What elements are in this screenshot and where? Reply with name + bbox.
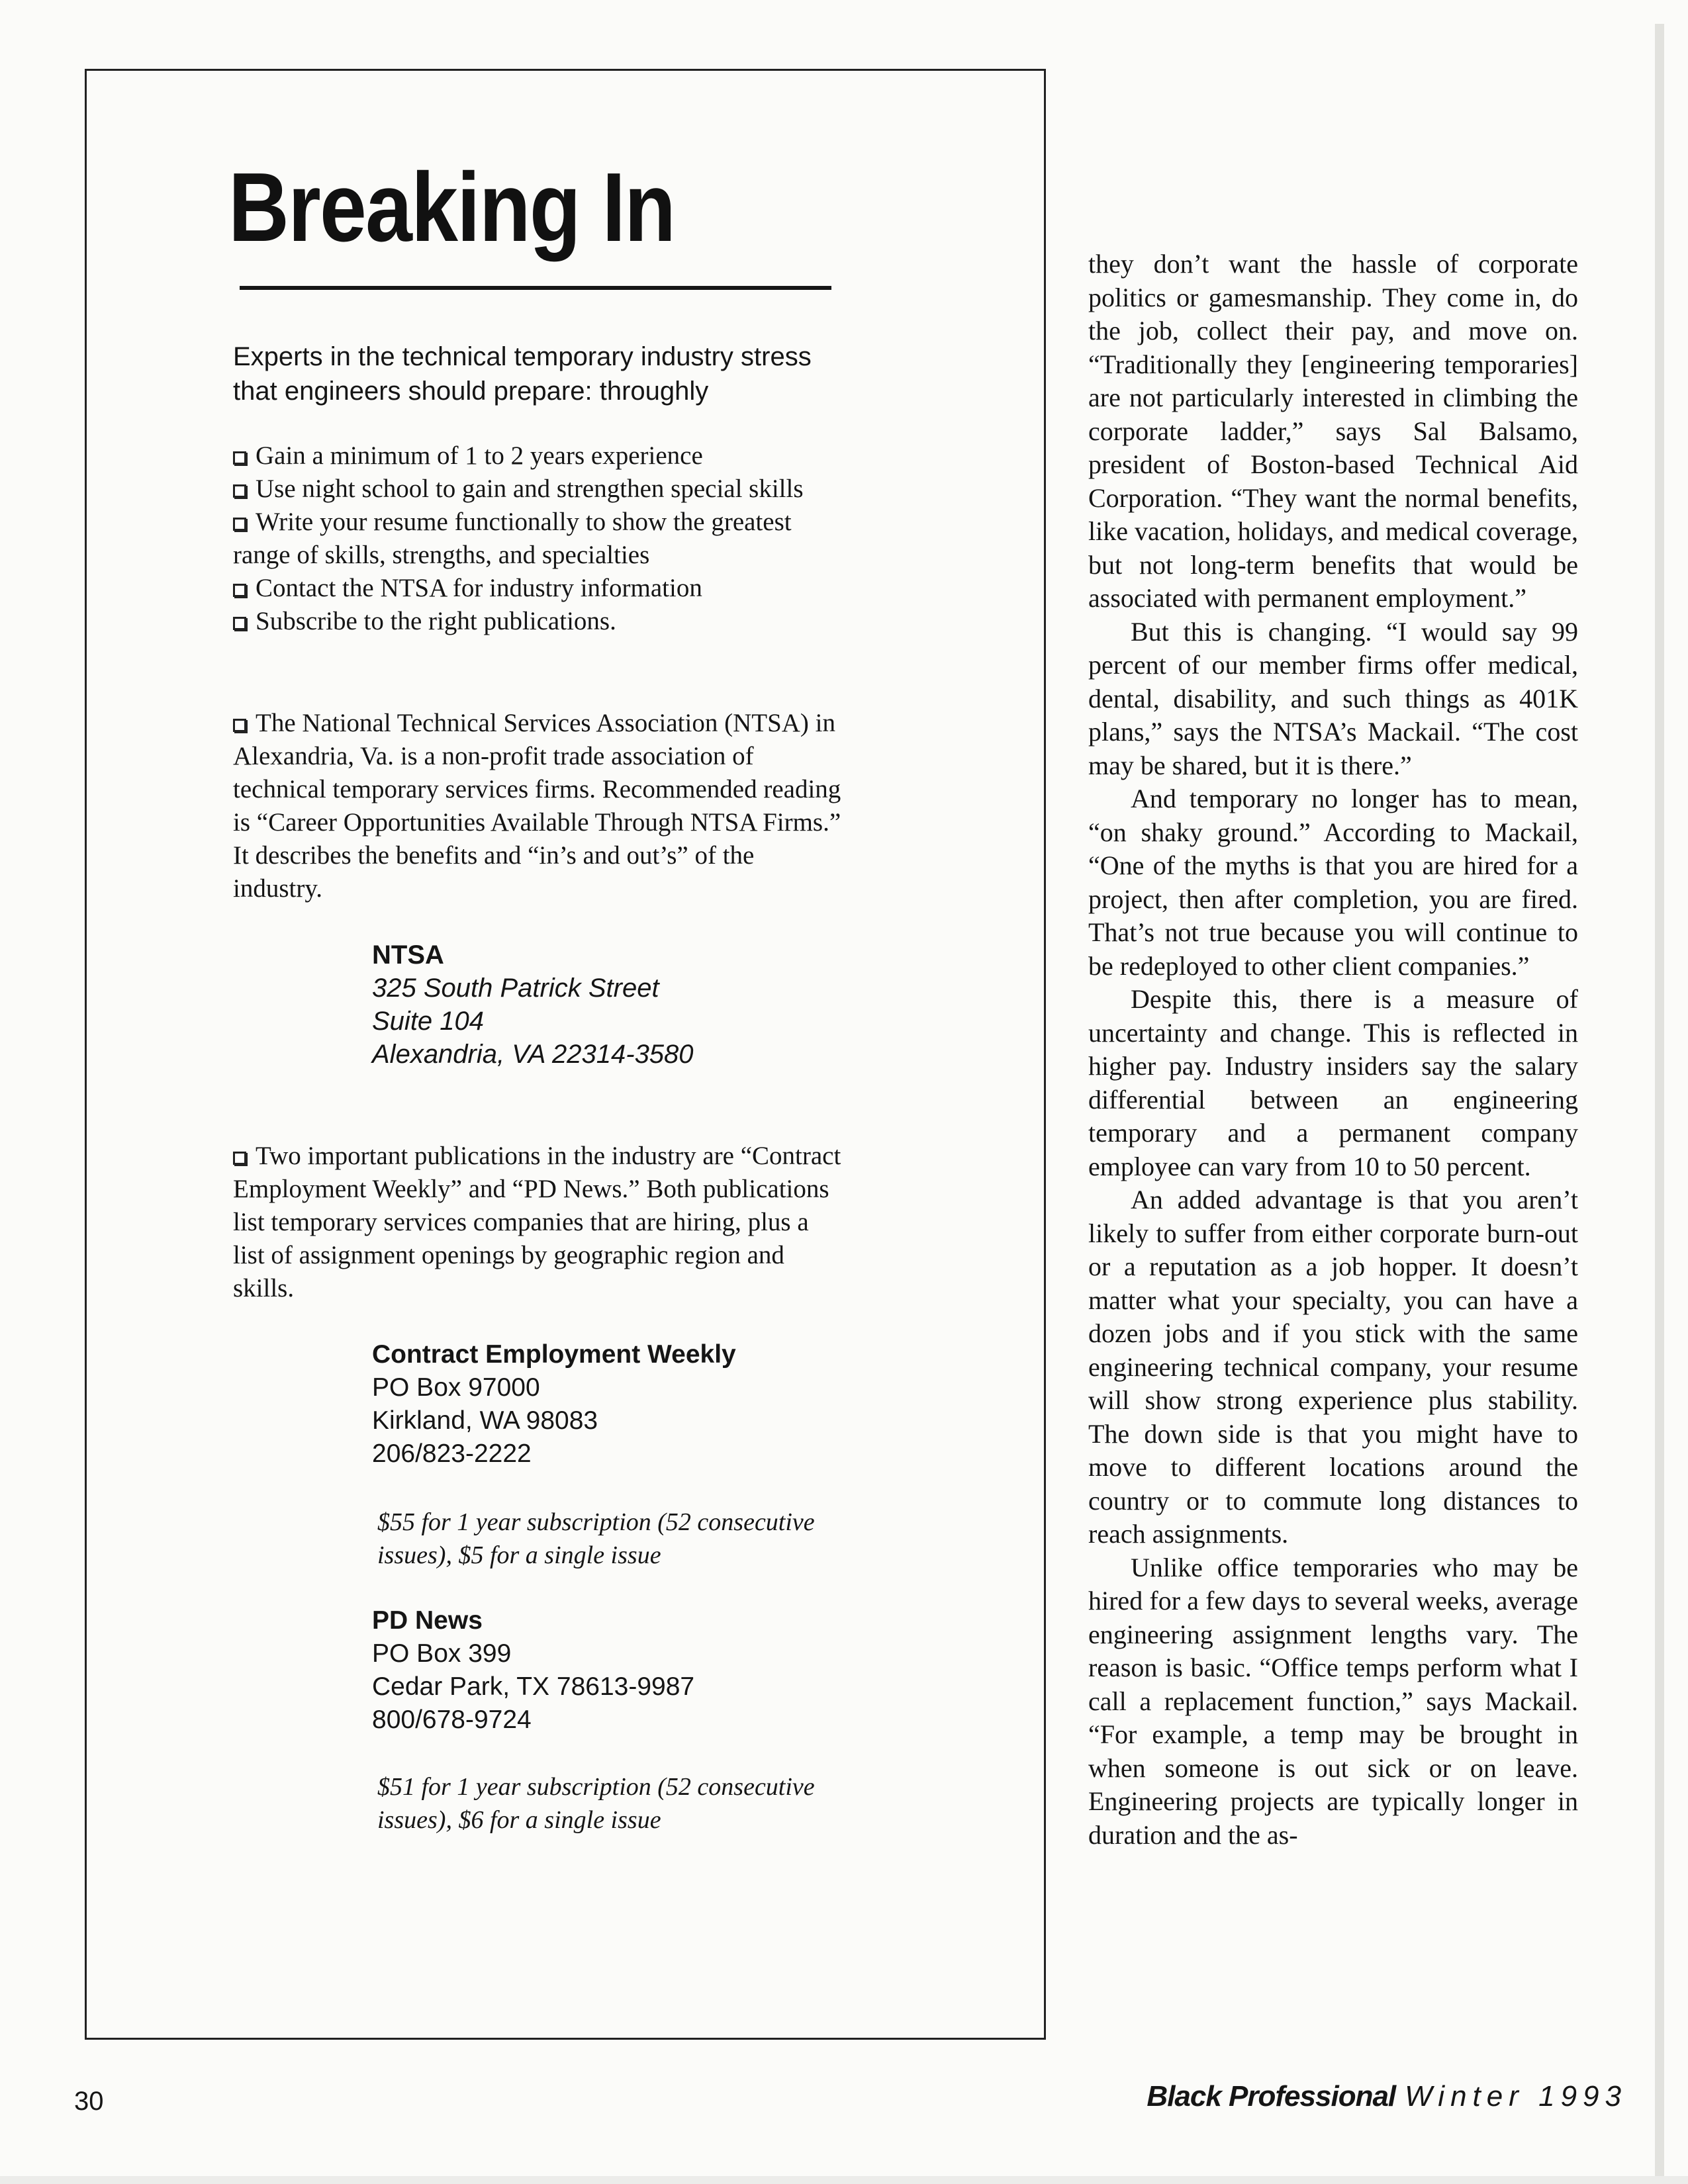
pd-news-address [372,1604,694,1737]
article-paragraph: An added advantage is that you aren’t likely to suffer from either corporate burn-out or a reputation as a job hopper. It doesn’t matter what your specialty, you can have a dozen jobs and if you stick with the same engineering technical company, your resume will show strong experience plus stability. The down side is that you might have to move to different locations around the country or to commute long distances to reach assignments. [1088,1185,1578,1549]
address-line: PO Box 399 [372,1639,512,1668]
checkbox-icon [233,451,246,465]
address-line: Kirkland, WA 98083 [372,1406,598,1435]
headline-rule [240,286,831,290]
address-line: 325 South Patrick Street [372,974,659,1003]
checkbox-icon [233,617,246,630]
tip-text: Write your resume functionally to show the greatest range of skills, strengths, and specialties [233,508,792,569]
sidebar-intro: Experts in the technical temporary industry stress that engineers should prepare: throughly [233,342,812,406]
address-line: Alexandria, VA 22314-3580 [372,1040,694,1069]
ntsa-paragraph [233,707,842,905]
article-paragraph: Unlike office temporaries who may be hired for a few days to several weeks, average engineering assignment lengths vary. The reason is basic. “Office temps perform what I call a replacement function,” says Mackail. “For example, a temp may be brought in when someone is out sick or on leave. Engineering projects are typically longer in duration and the as- [1088,1552,1578,1850]
cew-subscription-price: $55 for 1 year subscription (52 consecutive issues), $5 for a single issue [377,1508,815,1569]
ntsa-address [372,938,694,1071]
tips-list [233,439,835,638]
checkbox-icon [233,1152,246,1165]
publication-name: Contract Employment Weekly [372,1340,736,1369]
tip-item [233,506,835,572]
ntsa-paragraph-text: The National Technical Services Association (NTSA) in Alexandria, Va. is a non-profit trade association of technical temporary services firms. Recommended reading is “Career Opportunities Available Through NTSA Firms.” It describes the benefits and “in’s and out’s” of the industry. [233,709,841,903]
tip-item [233,439,835,473]
tip-item [233,605,835,638]
checkbox-icon [233,584,246,597]
article-paragraph: Despite this, there is a measure of uncertainty and change. This is reflected in higher pay. Industry insiders say the salary differential between an engineering temporary and a permanent company employee can vary from 10 to 50 percent. [1088,984,1578,1181]
address-line: Cedar Park, TX 78613-9987 [372,1672,695,1701]
ntsa-name: NTSA [372,940,444,970]
article-paragraph: And temporary no longer has to mean, “on shaky ground.” According to Mackail, “One of the myths is that you are hired for a project, then after completion, you are fired. That’s not true because you will continue to be redeployed to other client companies.” [1088,784,1578,981]
checkbox-icon [233,484,246,498]
magazine-name: Black Professional [1147,2080,1396,2113]
checkbox-icon [233,719,246,732]
tip-item [233,473,835,506]
publication-name: PD News [372,1606,483,1635]
article-paragraph: But this is changing. “I would say 99 percent of our member firms offer medical, dental, disability, and such things as 401K plans,” says the NTSA’s Mackail. “The cost may be shared, but it is there.” [1088,616,1578,780]
publications-paragraph [233,1140,842,1305]
publications-paragraph-text: Two important publications in the industry are “Contract Employment Weekly” and “PD News.” Both publications list temporary services companies that are hiring, plus a list of assignment openings by geographic region and skills. [233,1142,841,1302]
phone-number: 206/823-2222 [372,1439,532,1468]
address-line: Suite 104 [372,1007,485,1036]
sidebar-headline: Breaking In [228,153,675,262]
page-number: 30 [74,2087,104,2116]
page-right-edge [1655,24,1664,2184]
issue-date: Winter 1993 [1405,2080,1627,2113]
page-bottom-edge [0,2176,1688,2184]
checkbox-icon [233,518,246,531]
cew-address [372,1338,736,1471]
article-paragraph: they don’t want the hassle of corporate politics or gamesmanship. They come in, do the job, collect their pay, and move on. “Traditionally they [engineering temporaries] are not particularly interested in climbing the corporate ladder,” says Sal Balsamo, president of Boston-based Technical Aid Corporation. “They want the normal benefits, like vacation, holidays, and medical coverage, but not long-term benefits that would be associated with permanent employment.” [1088,249,1578,613]
address-line: PO Box 97000 [372,1373,540,1402]
phone-number: 800/678-9724 [372,1706,532,1734]
article-column [1088,248,1578,1852]
tip-text: Gain a minimum of 1 to 2 years experience [256,441,703,470]
tip-text: Subscribe to the right publications. [256,607,616,635]
pd-news-subscription-price: $51 for 1 year subscription (52 consecutive issues), $6 for a single issue [377,1773,815,1834]
tip-text: Contact the NTSA for industry information [256,574,702,602]
tip-item [233,572,835,605]
tip-text: Use night school to gain and strengthen special skills [256,475,804,503]
magazine-footer [1147,2078,1627,2115]
